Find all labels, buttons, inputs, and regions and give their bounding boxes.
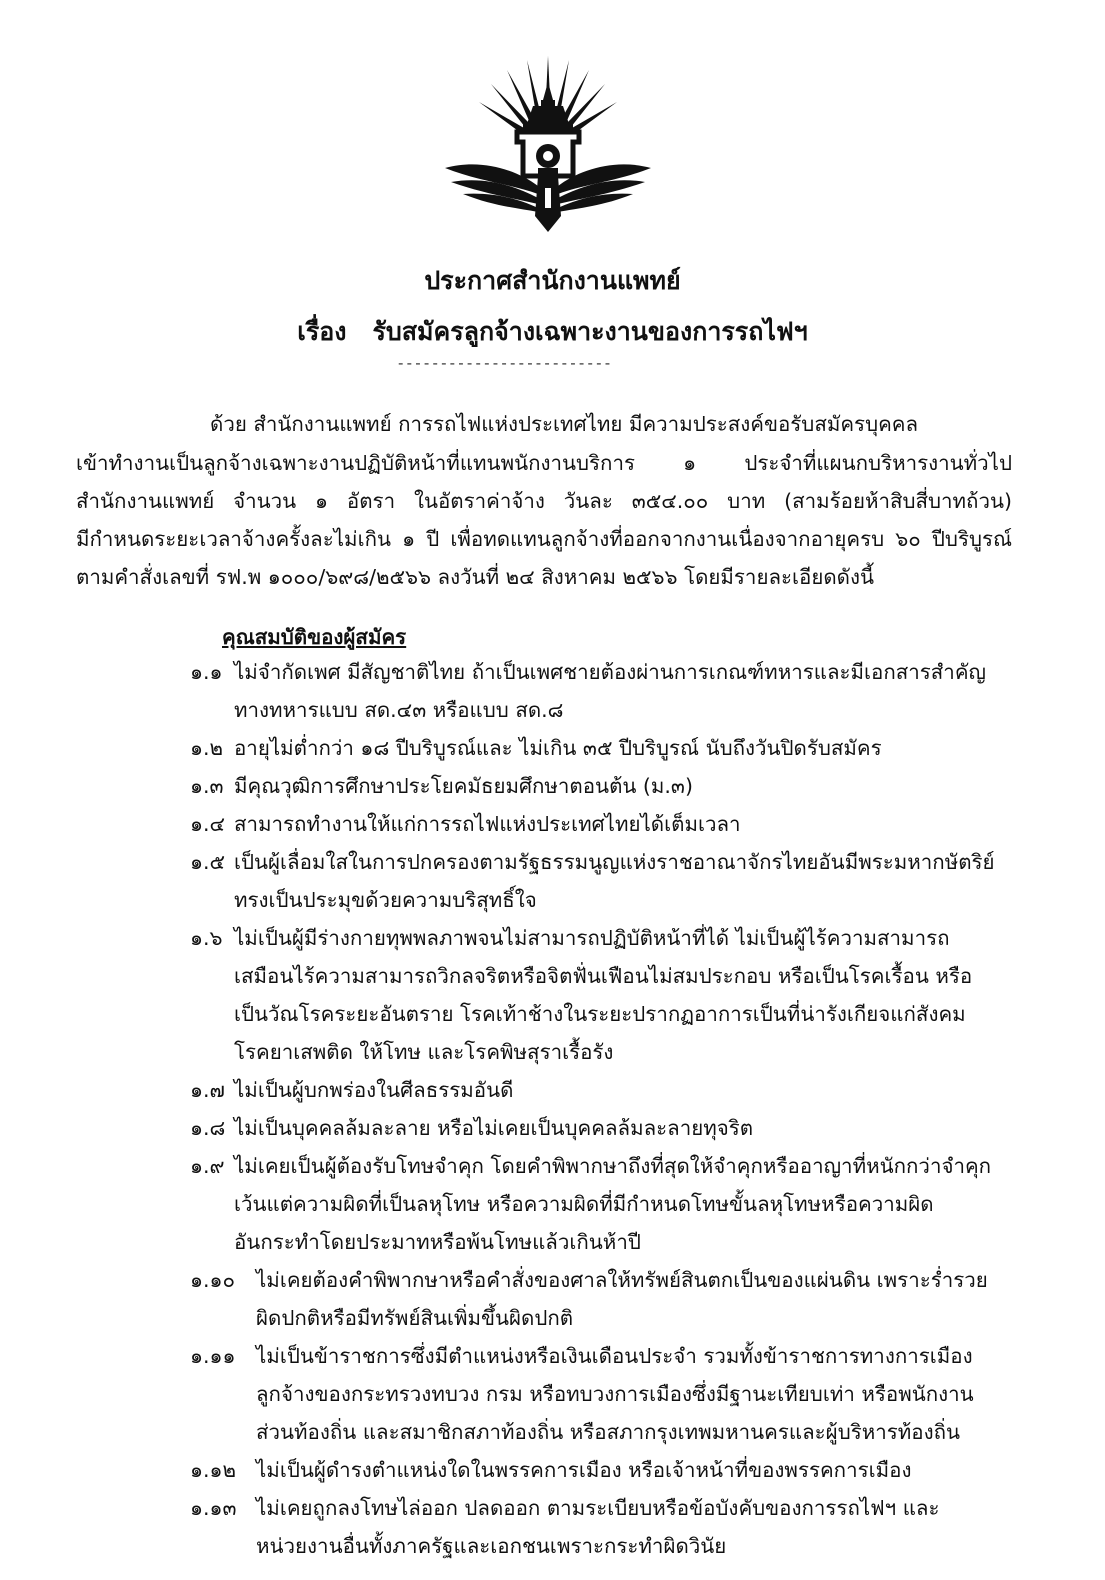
- item-text: โรคยาเสพติด ให้โทษ และโรคพิษสุราเรื้อรัง: [234, 1040, 614, 1064]
- item-text: ทรงเป็นประมุขด้วยความบริสุทธิ์ใจ: [234, 888, 537, 912]
- item-text: มีคุณวุฒิการศึกษาประโยคมัธยมศึกษาตอนต้น (ม.๓): [234, 774, 693, 798]
- item-number: ๑.๒: [190, 736, 224, 760]
- title-separator: -------------------------: [398, 354, 614, 372]
- item-number: ๑.๔: [190, 812, 226, 836]
- item-text: ไม่เป็นบุคคลล้มละลาย หรือไม่เคยเป็นบุคคลล้มละลายทุจริต: [234, 1116, 754, 1140]
- intro-line-3: สำนักงานแพทย์ จำนวน ๑ อัตรา ในอัตราค่าจ้าง วันละ ๓๕๔.๐๐ บาท (สามร้อยห้าสิบสี่บาทถ้วน): [76, 489, 1012, 513]
- item-number: ๑.๘: [190, 1116, 226, 1140]
- subject-label: เรื่อง: [297, 317, 347, 346]
- item-text: อันกระทำโดยประมาทหรือพ้นโทษแล้วเกินห้าปี: [234, 1230, 641, 1254]
- qualification-item: [190, 1071, 1012, 1109]
- item-number: ๑.๑๒: [190, 1458, 237, 1482]
- item-number: ๑.๖: [190, 926, 223, 950]
- railway-emblem-icon: [441, 48, 655, 236]
- intro-line-5: ตามคำสั่งเลขที่ รฟ.พ ๑๐๐๐/๖๙๘/๒๕๖๖ ลงวันที่ ๒๔ สิงหาคม ๒๕๖๖ โดยมีรายละเอียดดังนี้: [76, 565, 875, 589]
- qualification-item: [190, 1261, 1012, 1337]
- item-text: หน่วยงานอื่นทั้งภาครัฐและเอกชนเพราะกระทำผิดวินัย: [256, 1534, 727, 1558]
- item-number: ๑.๕: [190, 850, 226, 874]
- qualification-item: [190, 1451, 1012, 1489]
- item-text: อายุไม่ต่ำกว่า ๑๘ ปีบริบูรณ์และ ไม่เกิน ๓๕ ปีบริบูรณ์ นับถึงวันปิดรับสมัคร: [234, 736, 882, 760]
- item-text: เป็นผู้เลื่อมใสในการปกครองตามรัฐธรรมนูญแห่งราชอาณาจักรไทยอันมีพระมหากษัตริย์: [234, 850, 995, 874]
- qualification-item: [190, 1147, 1012, 1261]
- announcement-subject: [0, 312, 1105, 352]
- qualification-item: [190, 767, 1012, 805]
- qualification-item: [190, 653, 1012, 729]
- item-number: ๑.๙: [190, 1154, 225, 1178]
- item-text: เสมือนไร้ความสามารถวิกลจริตหรือจิตฟั่นเฟือนไม่สมประกอบ หรือเป็นโรคเรื้อน หรือ: [234, 964, 973, 988]
- item-text: สามารถทำงานให้แก่การรถไฟแห่งประเทศไทยได้เต็มเวลา: [234, 812, 741, 836]
- qualification-item: [190, 843, 1012, 919]
- item-number: ๑.๑๑: [190, 1344, 236, 1368]
- item-number: ๑.๑๓: [190, 1496, 237, 1520]
- item-number: ๑.๑๐: [190, 1268, 236, 1292]
- qualification-item: [190, 729, 1012, 767]
- intro-line-1: ด้วย สำนักงานแพทย์ การรถไฟแห่งประเทศไทย มีความประสงค์ขอรับสมัครบุคคล: [210, 412, 919, 436]
- qualification-item: [190, 919, 1012, 1071]
- item-text: ส่วนท้องถิ่น และสมาชิกสภาท้องถิ่น หรือสภากรุงเทพมหานครและผู้บริหารท้องถิ่น: [256, 1420, 961, 1444]
- announcement-title: ประกาศสำนักงานแพทย์: [424, 266, 681, 295]
- item-text: ผิดปกติหรือมีทรัพย์สินเพิ่มขึ้นผิดปกติ: [256, 1306, 574, 1330]
- item-number: ๑.๓: [190, 774, 224, 798]
- intro-line-4: มีกำหนดระยะเวลาจ้างครั้งละไม่เกิน ๑ ปี เพื่อทดแทนลูกจ้างที่ออกจากงานเนื่องจากอายุครบ ๖๐ ปีบริบูรณ์: [76, 527, 1012, 551]
- subject-text: รับสมัครลูกจ้างเฉพาะงานของการรถไฟฯ: [372, 317, 808, 346]
- item-text: ไม่เป็นผู้บกพร่องในศีลธรรมอันดี: [234, 1078, 514, 1102]
- qualifications-heading: คุณสมบัติของผู้สมัคร: [222, 625, 407, 649]
- item-text: ไม่เป็นผู้มีร่างกายทุพพลภาพจนไม่สามารถปฏิบัติหน้าที่ได้ ไม่เป็นผู้ไร้ความสามารถ: [234, 926, 950, 950]
- item-text: ไม่เป็นผู้ดำรงตำแหน่งใดในพรรคการเมือง หรือเจ้าหน้าที่ของพรรคการเมือง: [256, 1458, 912, 1482]
- intro-line-2: เข้าทำงานเป็นลูกจ้างเฉพาะงานปฏิบัติหน้าที่แทนพนักงานบริการ ๑ ประจำที่แผนกบริหารงานทั่วไป: [76, 451, 1012, 475]
- qualification-item: [190, 805, 1012, 843]
- item-text: ไม่เคยต้องคำพิพากษาหรือคำสั่งของศาลให้ทรัพย์สินตกเป็นของแผ่นดิน เพราะร่ำรวย: [256, 1268, 988, 1292]
- qualification-item: [190, 1337, 1012, 1451]
- item-number: ๑.๗: [190, 1078, 225, 1102]
- item-text: เป็นวัณโรคระยะอันตราย โรคเท้าช้างในระยะปรากฏอาการเป็นที่น่ารังเกียจแก่สังคม: [234, 1002, 966, 1026]
- item-text: ลูกจ้างของกระทรวงทบวง กรม หรือทบวงการเมืองซึ่งมีฐานะเทียบเท่า หรือพนักงาน: [256, 1382, 974, 1406]
- item-text: ไม่เคยเป็นผู้ต้องรับโทษจำคุก โดยคำพิพากษาถึงที่สุดให้จำคุกหรืออาญาที่หนักกว่าจำคุก: [234, 1154, 992, 1178]
- qualification-item: [190, 1109, 1012, 1147]
- item-text: ไม่เคยถูกลงโทษไล่ออก ปลดออก ตามระเบียบหรือข้อบังคับของการรถไฟฯ และ: [256, 1496, 940, 1520]
- item-text: เว้นแต่ความผิดที่เป็นลหุโทษ หรือความผิดที่มีกำหนดโทษขั้นลหุโทษหรือความผิด: [234, 1192, 934, 1216]
- item-number: ๑.๑: [190, 660, 223, 684]
- item-text: ไม่เป็นข้าราชการซึ่งมีตำแหน่งหรือเงินเดือนประจำ รวมทั้งข้าราชการทางการเมือง: [256, 1344, 973, 1368]
- item-text: ทางทหารแบบ สด.๔๓ หรือแบบ สด.๘: [234, 698, 564, 722]
- qualification-item: [190, 1489, 1012, 1565]
- item-text: ไม่จำกัดเพศ มีสัญชาติไทย ถ้าเป็นเพศชายต้องผ่านการเกณฑ์ทหารและมีเอกสารสำคัญ: [234, 660, 987, 684]
